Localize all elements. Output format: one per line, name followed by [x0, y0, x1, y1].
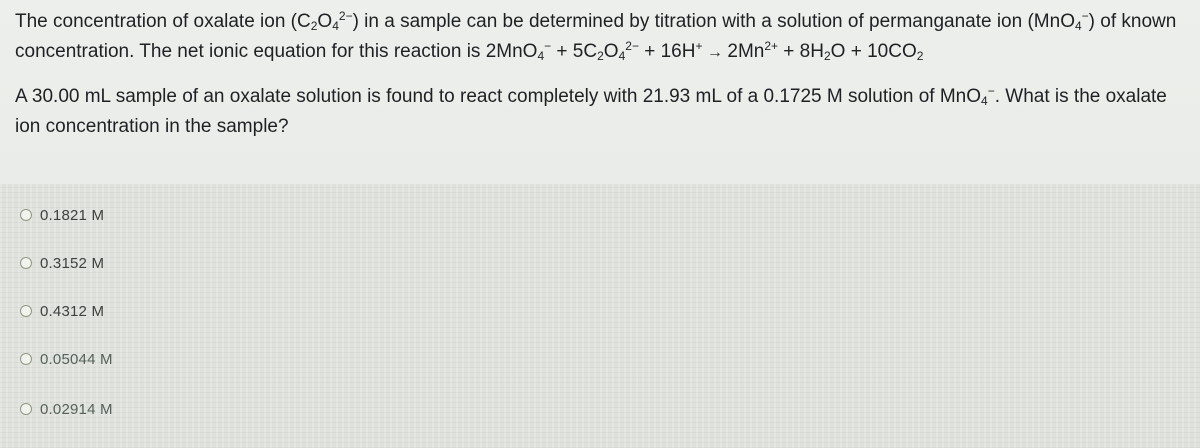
- answer-option-label: 0.05044 M: [40, 350, 113, 368]
- answer-option-label: 0.02914 M: [40, 400, 113, 418]
- answer-option[interactable]: [20, 298, 104, 324]
- reaction-arrow-icon: →: [702, 44, 728, 61]
- answer-option[interactable]: [20, 396, 113, 422]
- answer-options: [0, 184, 1200, 448]
- question-intro: The concentration of oxalate ion $(C_2O_4^{2-})$ in a sample can be determined by titration with a solution of permanganate ion (MnO$_4$−) of known concentration. The net ionic equation for this reaction is $2MnO_4^- + 5C_2O_4^{2-} + 16H^+ \to 2Mn^{2+} + 8H_2O + 10CO_2$: [15, 9, 1177, 63]
- answer-option[interactable]: [20, 250, 104, 276]
- radio-button-icon[interactable]: [20, 305, 32, 317]
- answer-option-label: 0.1821 M: [40, 206, 105, 224]
- question-prompt: A 30.00 mL sample of an oxalate solution is found to react completely with 21.93 mL of a 0.1725 M solution of MnO$_4$−. What is the oxalate ion concentration in the sample?: [15, 84, 1167, 137]
- answer-option-label: 0.4312 M: [40, 302, 105, 320]
- radio-button-icon[interactable]: [20, 353, 32, 365]
- answer-option[interactable]: [20, 202, 104, 228]
- radio-button-icon[interactable]: [20, 257, 32, 269]
- question-text: [15, 7, 1185, 142]
- answer-option[interactable]: [20, 346, 113, 372]
- radio-button-icon[interactable]: [20, 209, 32, 221]
- answer-option-label: 0.3152 M: [40, 254, 105, 272]
- radio-button-icon[interactable]: [20, 403, 32, 415]
